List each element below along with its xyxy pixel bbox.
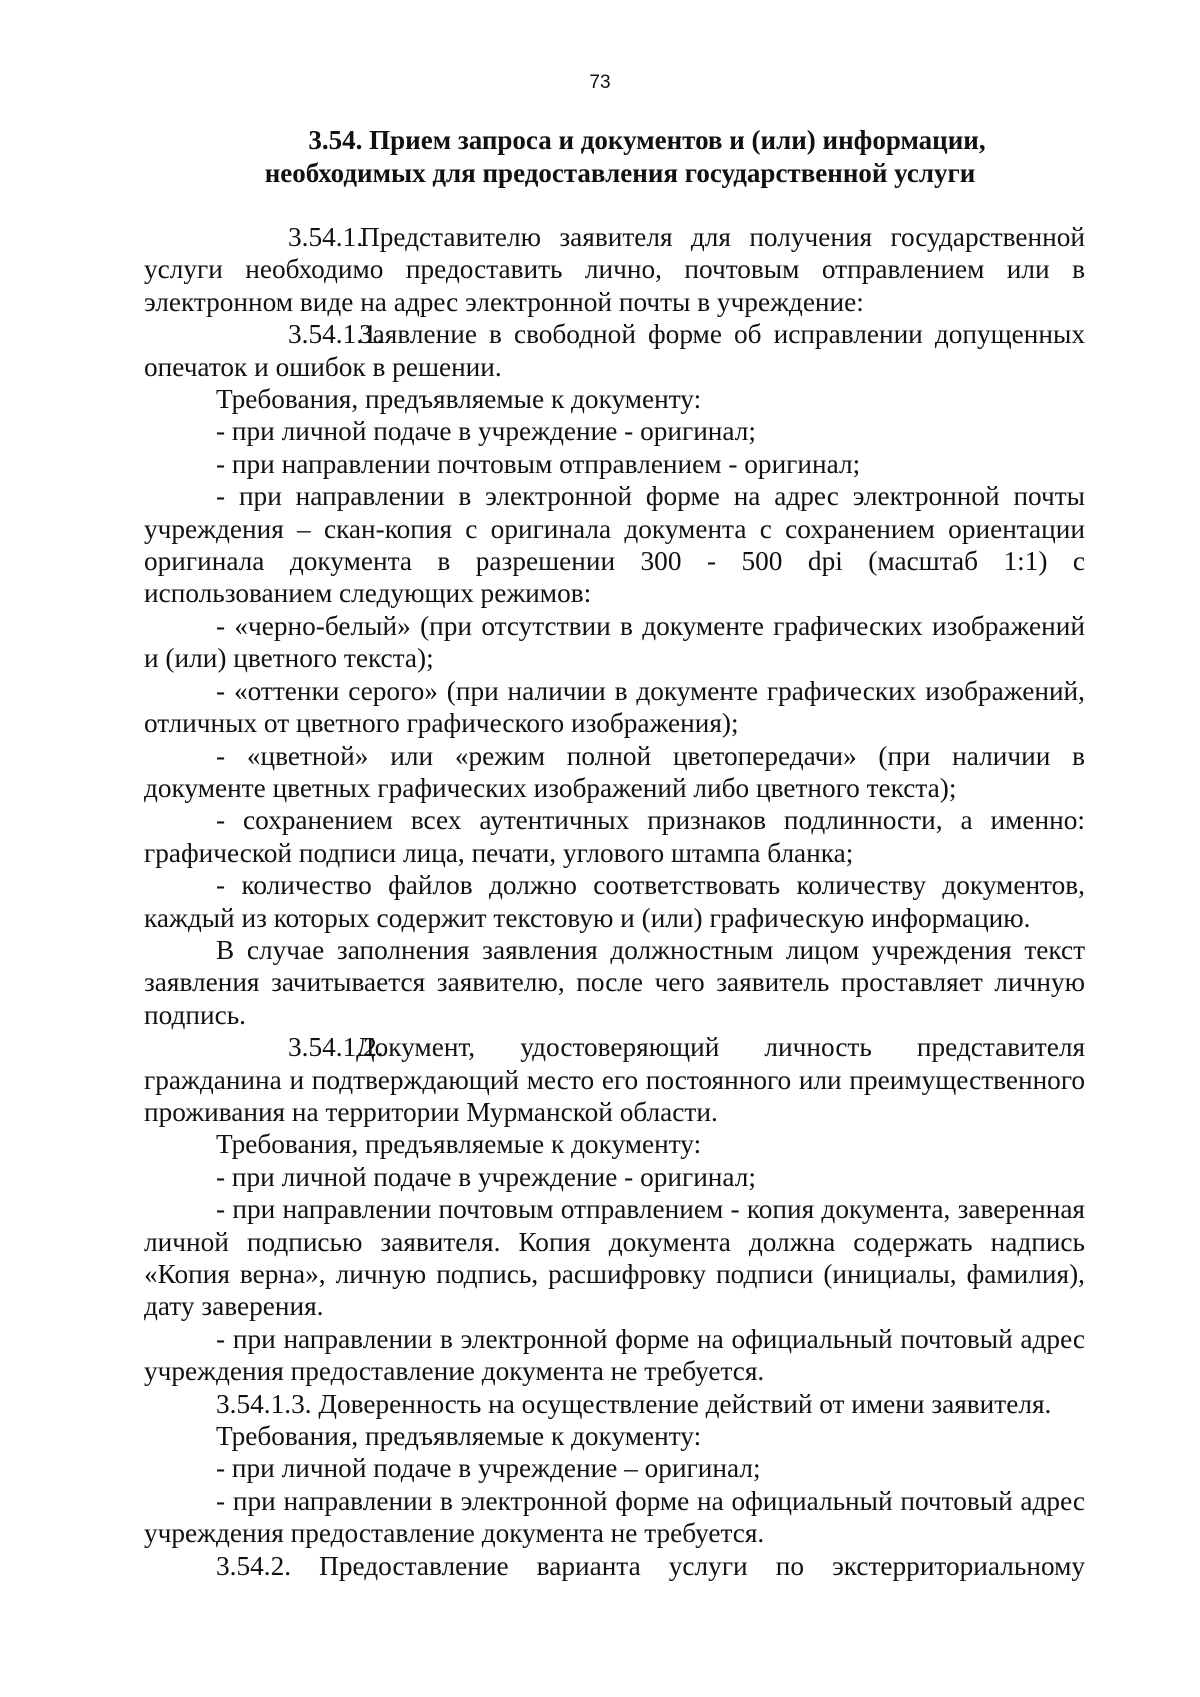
list-item: - при направлении в электронной форме на официальный почтовый адрес учреждения предоставление документа не требуется. (144, 1485, 1085, 1549)
list-item: - «цветной» или «режим полной цветопередачи» (при наличии в документе цветных графических изображений либо цветного текста); (144, 740, 1085, 803)
paragraph-3-54-1 (144, 221, 1085, 318)
list-item: - «оттенки серого» (при наличии в документе графических изображений, отличных от цветного графического изображения); (144, 675, 1085, 739)
paragraph: В случае заполнения заявления должностным лицом учреждения текст заявления зачитывается заявителю, после чего заявитель проставляет личную подпись. (144, 934, 1085, 1030)
requirements-heading: Требования, предъявляемые к документу: (216, 1421, 702, 1452)
list-item: - при личной подаче в учреждение - оригинал; (216, 416, 756, 447)
paragraph-3-54-1-3: 3.54.1.3. Доверенность на осуществление действий от имени заявителя. (216, 1388, 1052, 1419)
clause-number: 3.54.1.1. (288, 319, 384, 350)
list-item: - при направлении почтовым отправлением - копия документа, заверенная личной подписью заявителя. Копия документа должна содержать надпись «Копия верна», личную подпись, расшифровку подписи (инициалы, фамилия), дату заверения. (144, 1194, 1085, 1322)
clause-text: Представителю заявителя для получения государственной услуги необходимо предоставить лично, почтовым отправлением или в электронном виде на адрес электронной почты в учреждение: (144, 222, 1085, 317)
body-text (144, 221, 1085, 1582)
list-item: - «черно-белый» (при отсутствии в документе графических изображений и (или) цветного текста); (144, 610, 1085, 674)
requirements-heading: Требования, предъявляемые к документу: (216, 384, 702, 415)
list-item: - при направлении в электронной форме на официальный почтовый адрес учреждения предоставление документа не требуется. (144, 1323, 1085, 1387)
requirements-heading: Требования, предъявляемые к документу: (216, 1129, 702, 1160)
list-item: - при личной подаче в учреждение - оригинал; (216, 1161, 756, 1192)
list-item: - при направлении в электронной форме на адрес электронной почты учреждения – скан-копия с оригинала документа с сохранением ориентации оригинала документа в разрешении 300 - 500 dpi (масштаб 1:1) с использованием следующих режимов: (144, 481, 1085, 609)
paragraph-3-54-1-1 (144, 318, 1085, 383)
clause-number: 3.54.1. (288, 222, 364, 252)
list-item: - при личной подаче в учреждение – оригинал; (216, 1453, 761, 1484)
clause-number: 3.54.1.2. (288, 1032, 384, 1063)
clause-text: Документ, удостоверяющий личность представителя гражданина и подтверждающий место его постоянного или преимущественного проживания на территории Мурманской области. (144, 1032, 1085, 1127)
heading-line-1: 3.54. Прием запроса и документов и (или) информации, (308, 125, 986, 155)
paragraph-3-54-2: 3.54.2. Предоставление варианта услуги по экстерриториальному (216, 1550, 1085, 1581)
list-item: - сохранением всех аутентичных признаков подлинности, а именно: графической подписи лица, печати, углового штампа бланка; (144, 805, 1085, 868)
clause-text: Заявление в свободной форме об исправлении допущенных опечаток и ошибок в решении. (144, 319, 1085, 382)
list-item: - при направлении почтовым отправлением - оригинал; (216, 448, 861, 479)
section-heading (140, 124, 1100, 190)
list-item: - количество файлов должно соответствовать количеству документов, каждый из которых содержит текстовую и (или) графическую информацию. (144, 870, 1085, 933)
paragraph-3-54-1-2 (144, 1031, 1085, 1128)
heading-line-2: необходимых для предоставления государственной услуги (264, 158, 976, 188)
page-number: 73 (589, 72, 611, 93)
